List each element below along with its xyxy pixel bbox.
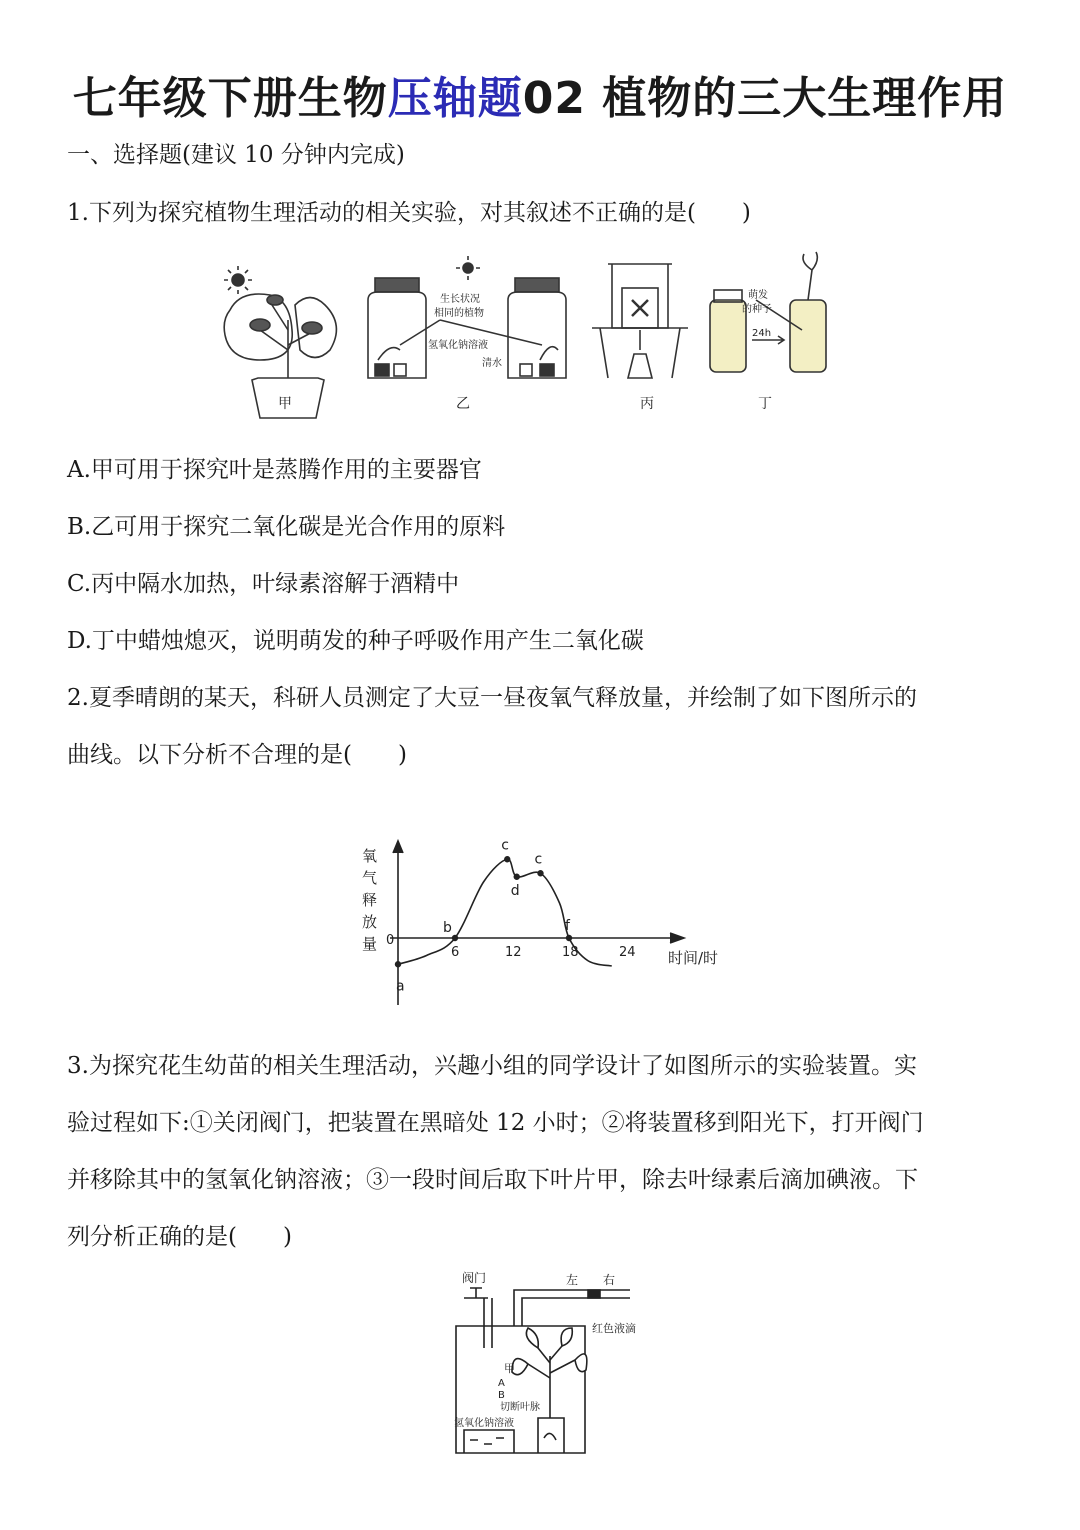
q3-point-a-label: A bbox=[498, 1378, 505, 1389]
ylabel-char5: 量 bbox=[362, 935, 378, 953]
q3-left-label: 左 bbox=[566, 1273, 579, 1287]
q1-option-d: D.丁中蜡烛熄灭，说明萌发的种子呼吸作用产生二氧化碳 bbox=[67, 628, 644, 654]
point-label-d-3: d bbox=[510, 882, 520, 899]
q1-figure bbox=[200, 250, 860, 420]
ding-note2: 的种子 bbox=[742, 304, 772, 315]
label-yi: 乙 bbox=[456, 396, 470, 412]
bing-apparatus bbox=[592, 264, 688, 378]
x-axis-arrow bbox=[670, 933, 684, 943]
q3-figure bbox=[440, 1268, 670, 1463]
q1-option-b: B.乙可用于探究二氧化碳是光合作用的原料 bbox=[67, 514, 506, 540]
leaf-top-right bbox=[561, 1328, 572, 1346]
q2-stem-line1: 2.夏季晴朗的某天，科研人员测定了大豆一昼夜氧气释放量，并绘制了如下图所示的 bbox=[67, 685, 917, 711]
ding-note1: 萌发 bbox=[748, 290, 768, 301]
point-label-c-2: c bbox=[501, 837, 509, 854]
leaf-top-left bbox=[526, 1328, 538, 1348]
q3-stem-line2: 验过程如下:①关闭阀门，把装置在黑暗处 12 小时；②将装置移到阳光下，打开阀门 bbox=[67, 1110, 924, 1136]
title-highlight: 压轴题 bbox=[387, 73, 523, 124]
q3-stem-line4: 列分析正确的是( ) bbox=[67, 1224, 292, 1250]
yi-note2: 相同的植物 bbox=[434, 308, 484, 319]
section-heading: 一、选择题(建议 10 分钟内完成) bbox=[67, 142, 405, 168]
point-d-3 bbox=[514, 874, 520, 880]
ylabel-char2: 气 bbox=[362, 869, 378, 887]
point-a-0 bbox=[395, 961, 401, 967]
q1-stem: 1.下列为探究植物生理活动的相关实验，对其叙述不正确的是( ) bbox=[67, 200, 751, 226]
q3-stem-line1: 3.为探究花生幼苗的相关生理活动，兴趣小组的同学设计了如图所示的实验装置。实 bbox=[67, 1053, 917, 1079]
q1-option-a: A.甲可用于探究叶是蒸腾作用的主要器官 bbox=[67, 457, 482, 483]
x-tick-24: 24 bbox=[619, 945, 636, 960]
point-c-2 bbox=[504, 856, 510, 862]
q3-leaf-jia-label: 甲 bbox=[504, 1362, 515, 1375]
q3-valve-label: 阀门 bbox=[462, 1271, 487, 1285]
page-title bbox=[0, 62, 1080, 126]
oxygen-chart bbox=[350, 825, 750, 1015]
q3-naoh-label: 氢氧化钠溶液 bbox=[454, 1418, 514, 1429]
title-part1: 七年级下册生物 bbox=[72, 73, 388, 124]
q2-stem-line2: 曲线。以下分析不合理的是( ) bbox=[67, 742, 407, 768]
x-tick-6: 6 bbox=[451, 945, 460, 960]
y-zero-label: 0 bbox=[386, 933, 395, 948]
ding-time: 24h bbox=[752, 328, 772, 339]
point-f-5 bbox=[566, 935, 572, 941]
q3-red-drop-label: 红色液滴 bbox=[592, 1322, 636, 1335]
yi-naoh: 氢氧化钠溶液 bbox=[428, 340, 488, 351]
ylabel-char3: 释 bbox=[362, 891, 378, 909]
point-c-4 bbox=[537, 870, 543, 876]
yi-water: 清水 bbox=[482, 358, 502, 369]
label-ding: 丁 bbox=[758, 396, 772, 412]
ylabel-char4: 放 bbox=[362, 913, 378, 931]
ylabel-char1: 氧 bbox=[362, 847, 378, 865]
x-tick-18: 18 bbox=[562, 945, 579, 960]
x-axis-label: 时间/时 bbox=[668, 949, 719, 967]
x-tick-12: 12 bbox=[505, 945, 522, 960]
point-b-1 bbox=[452, 935, 458, 941]
label-jia: 甲 bbox=[278, 396, 292, 412]
label-bing: 丙 bbox=[640, 396, 654, 412]
q3-point-b-label: B bbox=[498, 1390, 505, 1401]
leaf-right bbox=[575, 1354, 587, 1372]
q3-stem-line3: 并移除其中的氢氧化钠溶液；③一段时间后取下叶片甲，除去叶绿素后滴加碘液。下 bbox=[67, 1167, 918, 1193]
point-label-b-1: b bbox=[443, 920, 452, 936]
title-part2: 02 植物的三大生理作用 bbox=[522, 73, 1008, 124]
yi-note1: 生长状况 bbox=[440, 294, 480, 305]
y-axis-arrow bbox=[393, 841, 403, 853]
q3-cut-vein-label: 切断叶脉 bbox=[500, 1402, 540, 1413]
point-label-c-4: c bbox=[534, 851, 543, 868]
q1-option-c: C.丙中隔水加热，叶绿素溶解于酒精中 bbox=[67, 571, 460, 597]
point-label-a-0: a bbox=[396, 978, 405, 995]
q3-right-label: 右 bbox=[603, 1273, 616, 1287]
point-label-f-5: f bbox=[565, 918, 570, 934]
